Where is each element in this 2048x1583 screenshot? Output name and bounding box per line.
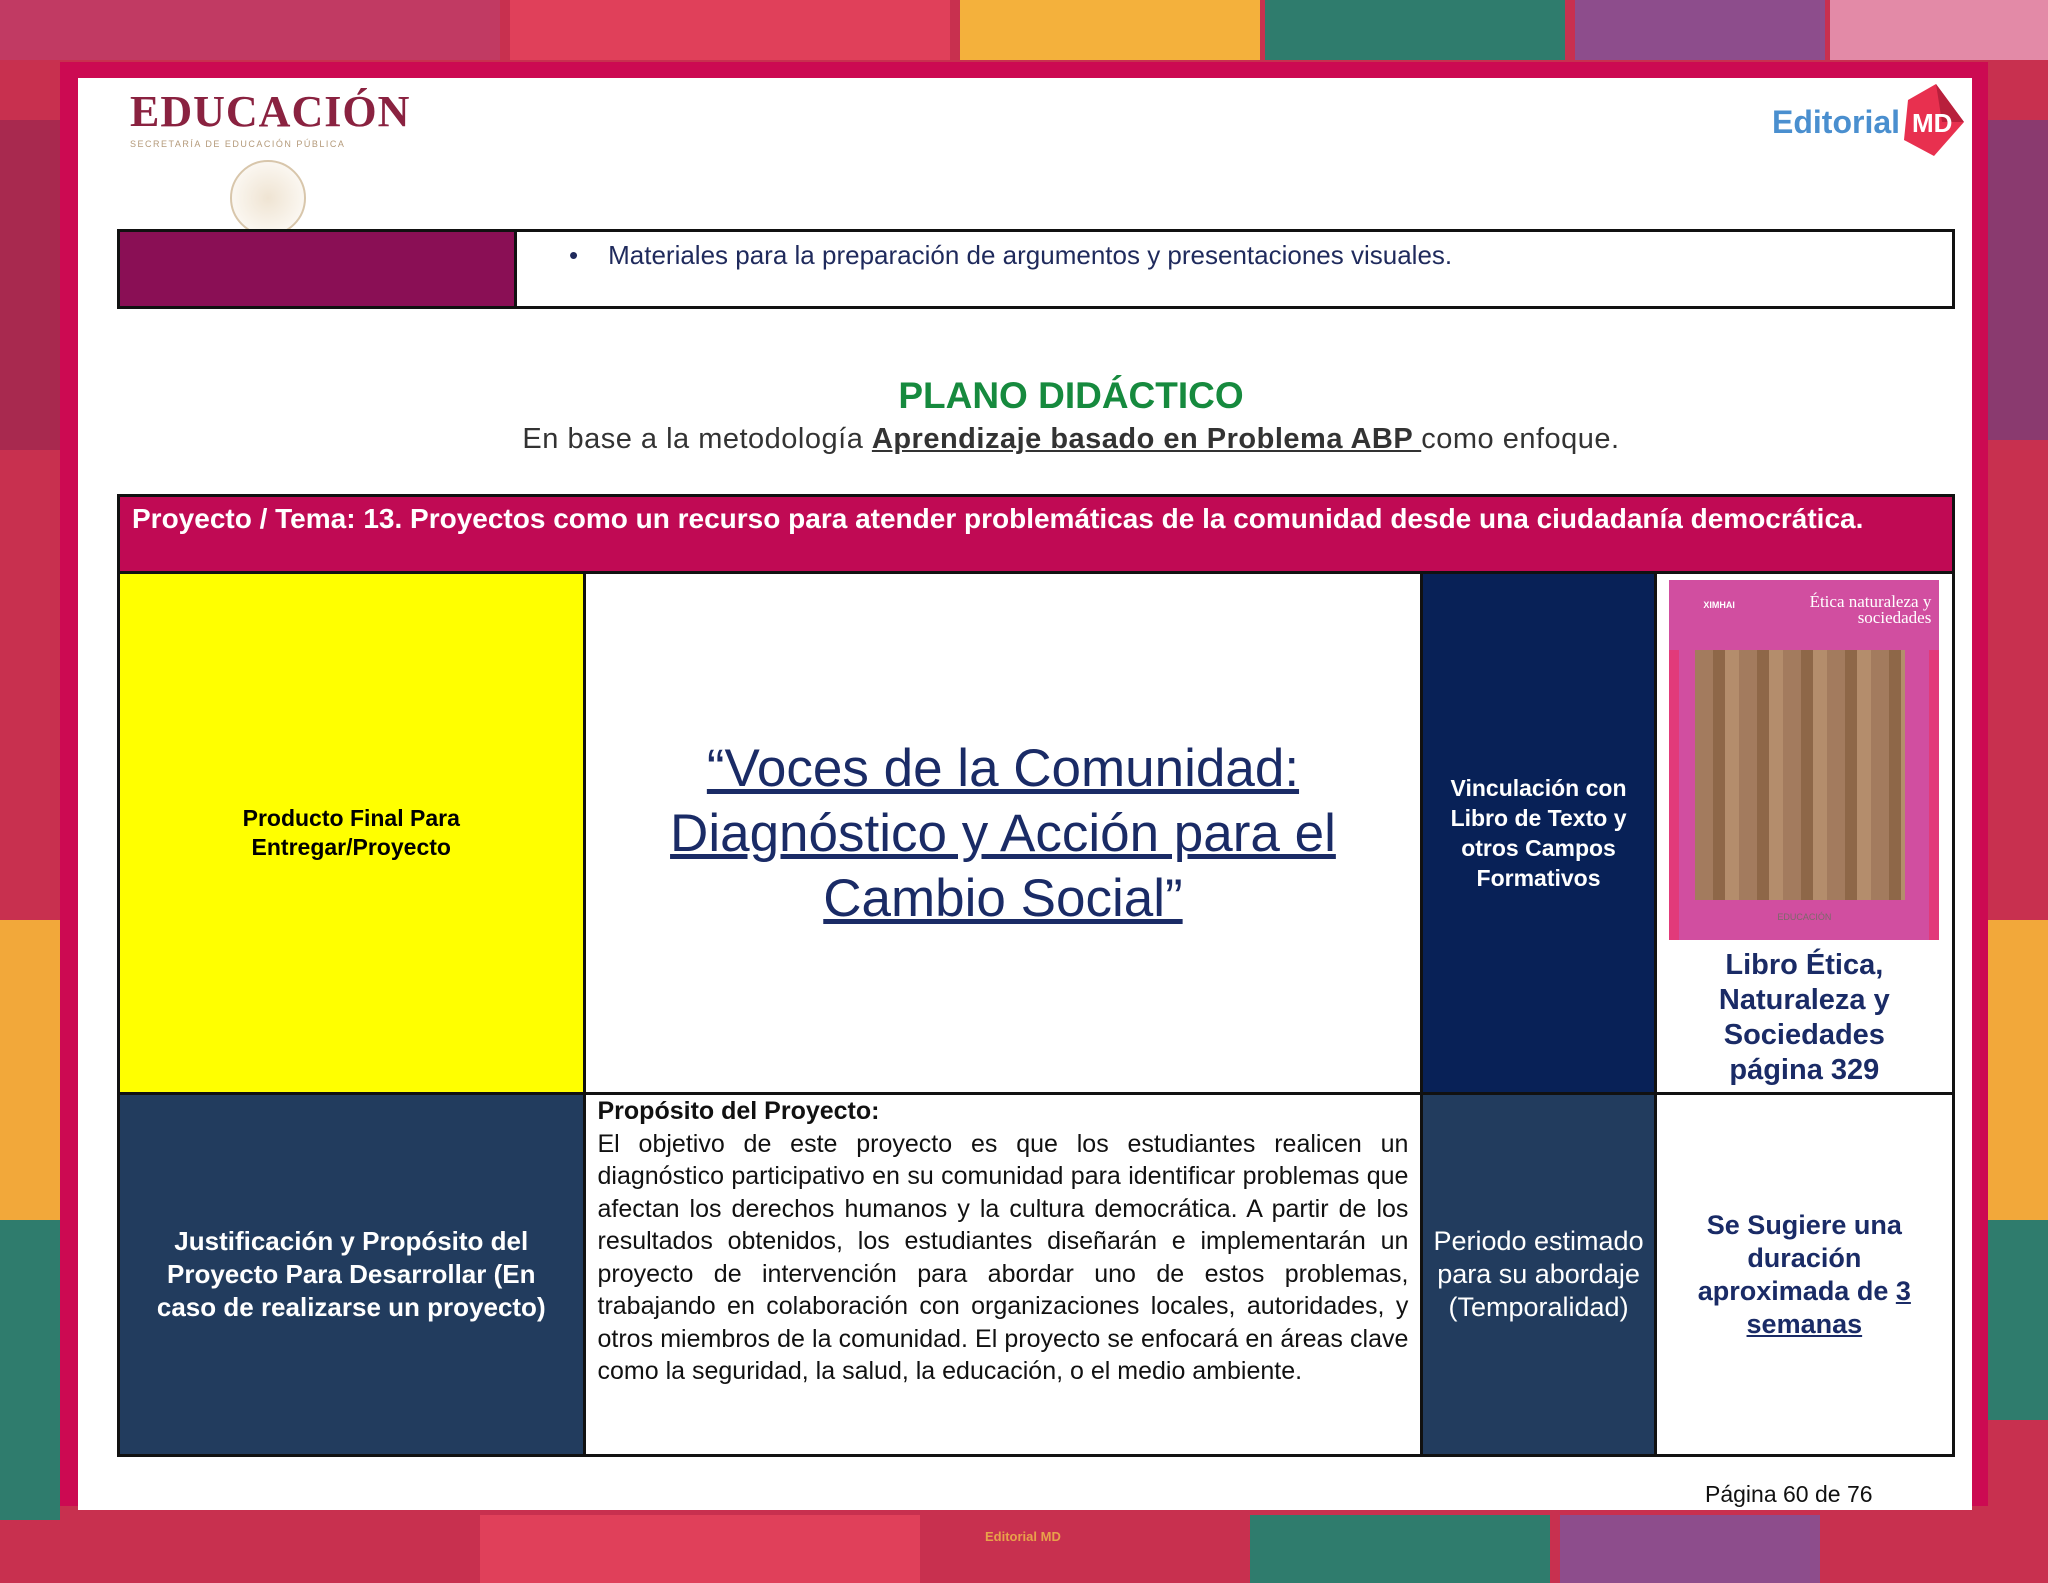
justification-label: Justificación y Propósito del Proyecto Para Desarrollar (En caso de realizarse un proyecto) bbox=[156, 1226, 546, 1322]
project-table bbox=[117, 494, 1955, 1457]
page-number: Página 60 de 76 bbox=[1705, 1481, 1873, 1507]
project-header: Proyecto / Tema: 13. Proyectos como un recurso para atender problemáticas de la comunidad desde una ciudadanía democrática. bbox=[119, 496, 1954, 573]
plan-subtitle-before: En base a la metodología bbox=[522, 423, 872, 455]
duration-cell bbox=[1655, 1094, 1953, 1456]
product-label-cell bbox=[119, 573, 585, 1094]
bg-tile bbox=[0, 920, 60, 1220]
plan-title: PLANO DIDÁCTICO bbox=[898, 375, 1244, 416]
methodology-link[interactable]: Aprendizaje basado en Problema ABP bbox=[871, 423, 1422, 455]
editorial-md-icon bbox=[1898, 82, 1966, 158]
bg-tile bbox=[0, 120, 60, 450]
book-cell bbox=[1655, 573, 1953, 1094]
bg-tile bbox=[1988, 920, 2048, 1220]
sep-logo bbox=[130, 86, 411, 149]
purpose-text: El objetivo de este proyecto es que los estudiantes realicen un diagnóstico participativo en su comunidad para identificar problemas que afectan los derechos humanos y la cultura democrática. A partir de los resultados obtenidos, los estudiantes diseñarán e implementarán un proyecto de intervención para abordar uno de estos problemas, trabajando en colaboración con organizaciones locales, autoridades, y otros miembros de la comunidad. El proyecto se enfocará en áreas clave como la seguridad, la salud, la educación, o el medio ambiente. bbox=[597, 1129, 1409, 1385]
national-seal-icon bbox=[230, 160, 306, 236]
product-title: “Voces de la Comunidad: Diagnóstico y Acción para el Cambio Social” bbox=[670, 738, 1336, 928]
sep-subtitle: SECRETARÍA DE EDUCACIÓN PÚBLICA bbox=[130, 139, 346, 149]
duration-text bbox=[1657, 1209, 1952, 1341]
bg-tile bbox=[1560, 1515, 1820, 1583]
bg-tile bbox=[1265, 0, 1565, 60]
purpose-title: Propósito del Proyecto: bbox=[597, 1097, 880, 1125]
bg-tile bbox=[510, 0, 950, 60]
book-cover-series: XIMHAI bbox=[1703, 600, 1735, 610]
product-label: Producto Final Para Entregar/Proyecto bbox=[242, 805, 460, 860]
bottom-editorial-logo: Editorial MD bbox=[985, 1529, 1061, 1544]
justification-label-cell bbox=[119, 1094, 585, 1456]
materials-bullet-text: Materiales para la preparación de argumentos y presentaciones visuales. bbox=[608, 240, 1453, 270]
plan-heading bbox=[78, 375, 2048, 456]
period-label: Periodo estimado para su abordaje (Temporalidad) bbox=[1433, 1226, 1644, 1322]
materials-label-cell bbox=[119, 231, 516, 308]
book-cover-stripe bbox=[1669, 650, 1679, 940]
duration-prefix: Se Sugiere una duración aproximada de bbox=[1697, 1209, 1902, 1306]
bg-tile bbox=[0, 0, 500, 60]
book-cover-footer: EDUCACIÓN bbox=[1777, 912, 1832, 922]
bullet-dot-icon: • bbox=[569, 240, 579, 270]
materials-content-cell bbox=[516, 231, 1954, 308]
book-cover-image bbox=[1669, 580, 1939, 940]
book-cover-art bbox=[1695, 650, 1905, 900]
bg-tile bbox=[1830, 0, 2048, 60]
bg-tile bbox=[1250, 1515, 1550, 1583]
purpose-cell bbox=[584, 1094, 1422, 1456]
period-label-cell bbox=[1422, 1094, 1655, 1456]
plan-subtitle-after: como enfoque. bbox=[1421, 423, 1620, 455]
materials-table bbox=[117, 229, 1955, 309]
bg-tile bbox=[960, 0, 1260, 60]
plan-subtitle bbox=[78, 423, 2048, 456]
editorial-logo-text: Editorial bbox=[1772, 104, 1901, 140]
editorial-logo bbox=[1770, 80, 1965, 160]
materials-bullet bbox=[517, 240, 1952, 271]
sep-title: EDUCACIÓN bbox=[130, 87, 411, 136]
link-label: Vinculación con Libro de Texto y otros Campos Formativos bbox=[1450, 775, 1627, 891]
book-cover-title: Ética naturaleza y sociedades bbox=[1809, 592, 1932, 627]
product-title-cell bbox=[584, 573, 1422, 1094]
duration-value: 3 semanas bbox=[1746, 1275, 1911, 1339]
editorial-md-mark: MD bbox=[1912, 108, 1953, 138]
link-label-cell bbox=[1422, 573, 1655, 1094]
book-cover-stripe bbox=[1929, 650, 1939, 940]
book-caption: Libro Ética, Naturaleza y Sociedades página 329 bbox=[1718, 949, 1890, 1086]
bg-tile bbox=[480, 1515, 920, 1583]
bg-tile bbox=[1988, 1220, 2048, 1420]
bg-tile bbox=[1575, 0, 1825, 60]
bg-tile bbox=[0, 1220, 60, 1520]
